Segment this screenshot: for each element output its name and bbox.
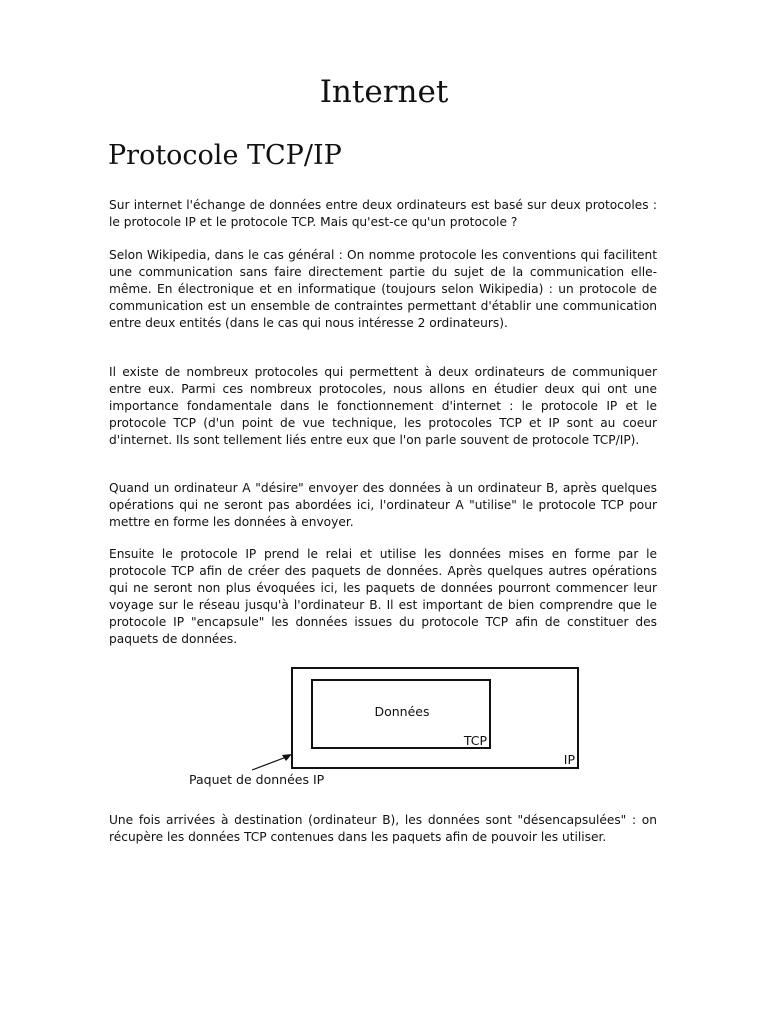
- packet-label: Paquet de données IP: [189, 772, 325, 787]
- data-label: Données: [374, 704, 430, 719]
- tcp-label: TCP: [463, 733, 487, 748]
- paragraph-protocols: Il existe de nombreux protocoles qui permettent à deux ordinateurs de communiquer entre eux. Parmi ces nombreux protocoles, nous allons en étudier deux qui ont une importance fondamentale dans le fonctionnement d'internet : le protocole IP et le protocole TCP (d'un point de vue technique, les protocoles TCP et IP sont au coeur d'internet. Ils sont tellement liés entre eux que l'on parle souvent de protocole TCP/IP).: [109, 365, 657, 447]
- pointer-arrow-line: [252, 756, 289, 770]
- paragraph-wikipedia-definition: Selon Wikipedia, dans le cas général : On nomme protocole les conventions qui facilitent une communication sans faire directement partie du sujet de la communication elle-même. En électronique et en informatique (toujours selon Wikipedia) : un protocole de communication est un ensemble de contraintes permettant d'établir une communication entre deux entités (dans le cas qui nous intéresse 2 ordinateurs).: [109, 248, 657, 330]
- document-title: Internet: [319, 74, 449, 110]
- paragraph-tcp-usage: Quand un ordinateur A "désire" envoyer des données à un ordinateur B, après quelques opérations qui ne seront pas abordées ici, l'ordinateur A "utilise" le protocole TCP pour mettre en forme les données à envoyer.: [109, 481, 657, 529]
- paragraph-decapsulation: Une fois arrivées à destination (ordinateur B), les données sont "désencapsulées" : on récupère les données TCP contenues dans les paquets afin de pouvoir les utiliser.: [109, 813, 657, 844]
- encapsulation-diagram: [186, 664, 586, 792]
- section-title: Protocole TCP/IP: [108, 140, 342, 171]
- ip-packet-box: [292, 668, 578, 768]
- paragraph-ip-encapsulation: Ensuite le protocole IP prend le relai et utilise les données mises en forme par le protocole TCP afin de créer des paquets de données. Après quelques autres opérations qui ne seront non plus évoquées ici, les paquets de données pourront commencer leur voyage sur le réseau jusqu'à l'ordinateur B. Il est important de bien comprendre que le protocole IP "encapsule" les données issues du protocole TCP afin de constituer des paquets de données.: [109, 547, 657, 646]
- paragraph-intro: Sur internet l'échange de données entre deux ordinateurs est basé sur deux protocoles : le protocole IP et le protocole TCP. Mais qu'est-ce qu'un protocole ?: [109, 198, 657, 229]
- ip-label: IP: [563, 752, 575, 767]
